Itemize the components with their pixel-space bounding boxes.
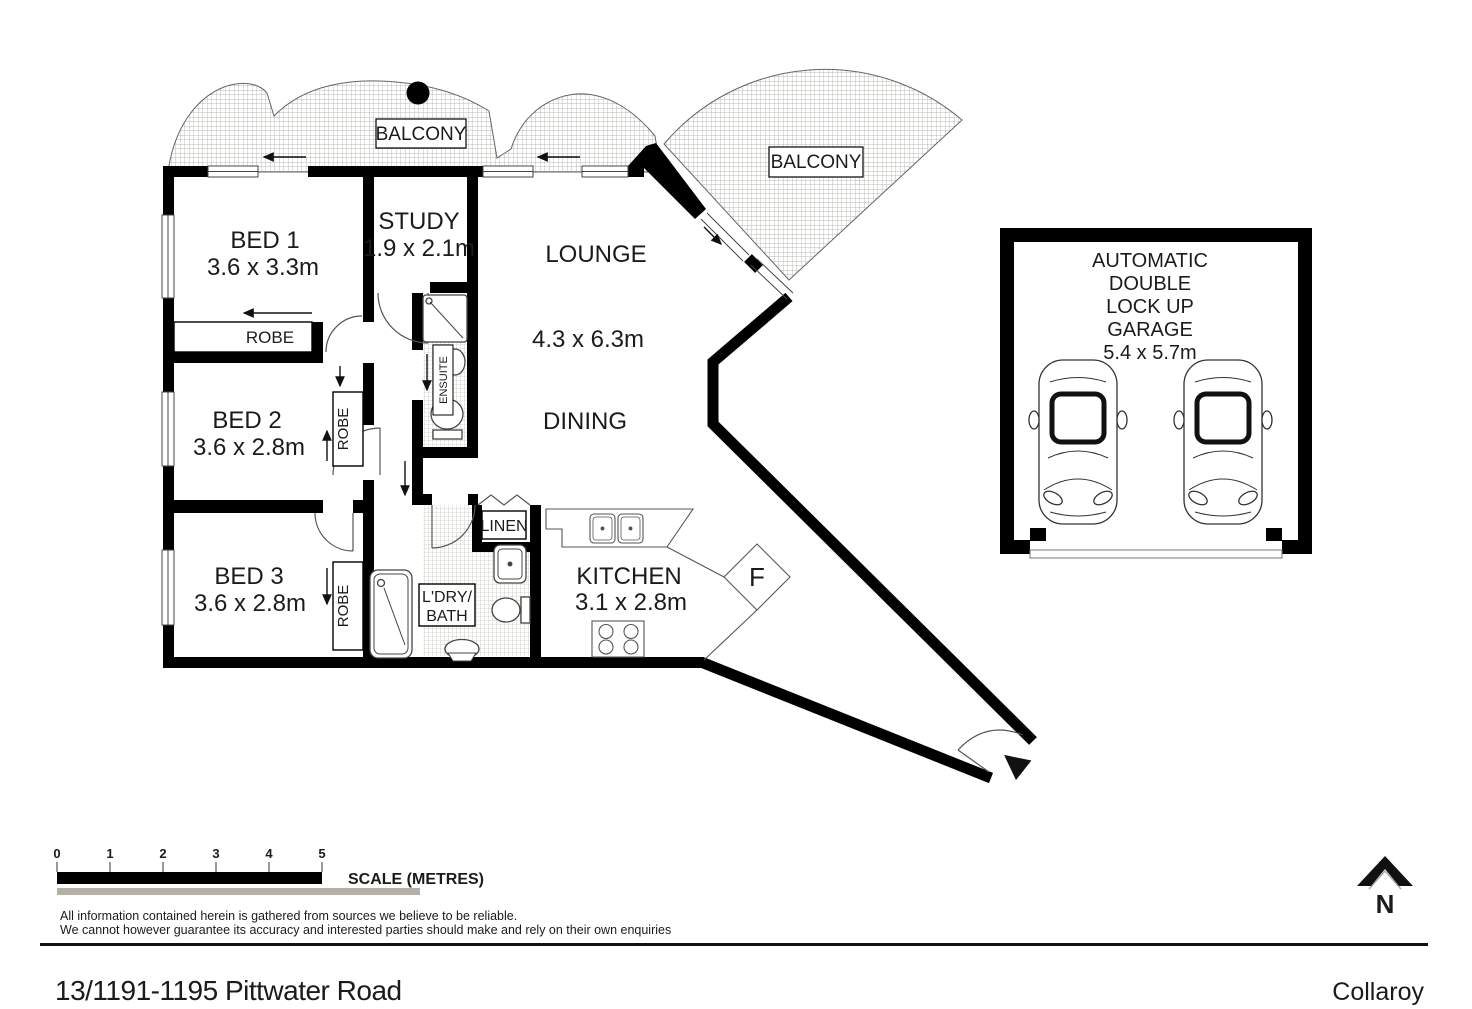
garage-line2: DOUBLE	[1108, 273, 1192, 295]
robe3-label: ROBE	[335, 584, 352, 628]
scale-bar	[53, 846, 484, 895]
robe1-label: ROBE	[245, 328, 295, 347]
bed2-name: BED 2	[212, 407, 282, 434]
bed1-name: BED 1	[230, 227, 300, 254]
fridge-space	[724, 544, 790, 610]
garage-line3: LOCK UP	[1106, 296, 1194, 318]
dining-name: DINING	[543, 408, 627, 435]
kitchen-name: KITCHEN	[576, 563, 682, 590]
footer-suburb: Collaroy	[1332, 978, 1424, 1006]
garage-line1: AUTOMATIC	[1092, 250, 1208, 272]
north-arrow	[1357, 856, 1413, 919]
kitchen-dims: 3.1 x 2.8m	[574, 589, 688, 616]
scale-tick-5: 5	[318, 846, 326, 861]
garage	[1007, 235, 1305, 558]
balcony-top	[168, 81, 661, 172]
scale-tick-0: 0	[53, 846, 61, 861]
balcony-right	[664, 69, 962, 280]
disclaimer-line1: All information contained herein is gathered from sources we believe to be reliable.	[60, 909, 518, 923]
study-name: STUDY	[378, 208, 460, 235]
bed1-dims: 3.6 x 3.3m	[206, 254, 320, 281]
study-dims: 1.9 x 2.1m	[362, 235, 476, 262]
linen-label: LINEN	[480, 518, 528, 535]
ensuite-label: ENSUITE	[438, 356, 450, 404]
lounge-name: LOUNGE	[545, 241, 647, 268]
balcony-right-label: BALCONY	[770, 152, 862, 173]
footer-divider	[40, 943, 1428, 946]
car-right	[1174, 360, 1272, 524]
laundry-bath-line1: L'DRY/	[422, 589, 472, 606]
scale-tick-1: 1	[106, 846, 114, 861]
lounge-dims: 4.3 x 6.3m	[531, 326, 645, 353]
bed3-name: BED 3	[214, 563, 284, 590]
scale-tick-3: 3	[212, 846, 220, 861]
north-label: N	[1375, 889, 1395, 919]
balcony-top-label: BALCONY	[375, 124, 467, 145]
robe2-label: ROBE	[335, 407, 352, 451]
scale-tick-4: 4	[265, 846, 273, 861]
disclaimer	[60, 909, 671, 937]
garage-line4: GARAGE	[1107, 319, 1193, 341]
bed2-dims: 3.6 x 2.8m	[192, 434, 306, 461]
garage-dims: 5.4 x 5.7m	[1103, 342, 1197, 364]
walls-diagonal	[701, 258, 1033, 778]
disclaimer-line2: We cannot however guarantee its accuracy and interested parties should make and rely on their own enquiries	[60, 923, 672, 937]
entry-arrow	[1008, 758, 1022, 769]
fridge-label: F	[749, 562, 765, 592]
car-left	[1029, 360, 1127, 524]
footer-address: 13/1191-1195 Pittwater Road	[55, 975, 402, 1006]
balcony-post-dot	[407, 82, 430, 105]
scale-label: SCALE (METRES)	[348, 871, 484, 888]
scale-tick-2: 2	[159, 846, 167, 861]
bed3-dims: 3.6 x 2.8m	[193, 590, 307, 617]
laundry-bath-line2: BATH	[426, 608, 468, 625]
